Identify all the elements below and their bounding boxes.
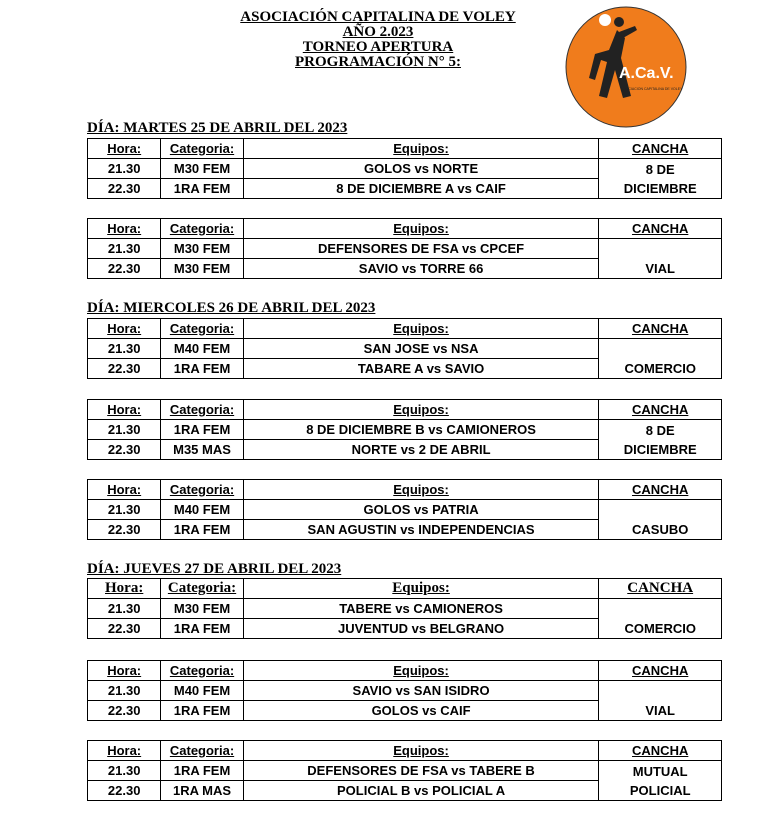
cell-cancha: 8 DE DICIEMBRE — [599, 159, 722, 199]
cell-cancha: 8 DE DICIEMBRE — [599, 420, 722, 460]
column-categoria — [161, 741, 243, 761]
column-categoria-label: Categoria: — [169, 743, 235, 758]
column-equipos-label: Equipos: — [393, 321, 449, 336]
acav-logo — [565, 6, 687, 128]
cell-categoria: M35 MAS — [161, 440, 243, 460]
column-hora-label: Hora: — [107, 141, 142, 156]
column-hora — [88, 319, 161, 339]
column-equipos — [243, 219, 599, 239]
cell-categoria: 1RA FEM — [161, 359, 243, 379]
column-hora-label: Hora: — [107, 321, 142, 336]
column-cancha — [599, 741, 722, 761]
cell-equipos: DEFENSORES DE FSA vs TABERE B — [243, 761, 599, 781]
column-cancha-label: CANCHA — [632, 321, 689, 336]
cell-hora: 21.30 — [88, 239, 161, 259]
document-header — [200, 10, 556, 70]
column-cancha-label: CANCHA — [632, 743, 689, 758]
cell-equipos: TABERE vs CAMIONEROS — [243, 599, 599, 619]
cell-hora: 21.30 — [88, 339, 161, 359]
cell-hora: 21.30 — [88, 681, 161, 701]
cell-categoria: M30 FEM — [161, 599, 243, 619]
cell-equipos: GOLOS vs NORTE — [243, 159, 599, 179]
cell-equipos: JUVENTUD vs BELGRANO — [243, 619, 599, 639]
cell-categoria: 1RA FEM — [161, 619, 243, 639]
column-hora — [88, 480, 161, 500]
table-row — [88, 339, 722, 359]
column-equipos — [243, 741, 599, 761]
logo-text: A.Ca.V. — [619, 65, 674, 82]
cell-hora: 21.30 — [88, 500, 161, 520]
column-equipos-label: Equipos: — [393, 141, 449, 156]
cell-equipos: NORTE vs 2 DE ABRIL — [243, 440, 599, 460]
cell-cancha: MUTUAL POLICIAL — [599, 761, 722, 801]
column-hora-label: Hora: — [107, 221, 142, 236]
cell-categoria: 1RA MAS — [161, 781, 243, 801]
cell-categoria: 1RA FEM — [161, 761, 243, 781]
column-categoria-label: Categoria: — [169, 402, 235, 417]
cell-categoria: 1RA FEM — [161, 179, 243, 199]
column-hora-label: Hora: — [107, 482, 142, 497]
column-equipos-label: Equipos: — [393, 663, 449, 678]
column-categoria-label: Categoria: — [169, 482, 235, 497]
cell-categoria: M30 FEM — [161, 259, 243, 279]
tournament-name: TORNEO APERTURA — [302, 39, 454, 55]
cell-equipos: 8 DE DICIEMBRE A vs CAIF — [243, 179, 599, 199]
column-categoria — [161, 219, 243, 239]
table-row — [88, 159, 722, 179]
cell-categoria: M40 FEM — [161, 681, 243, 701]
column-categoria-label: Categoria: — [169, 221, 235, 236]
cell-hora: 22.30 — [88, 179, 161, 199]
cell-cancha: VIAL — [599, 681, 722, 721]
column-categoria — [161, 400, 243, 420]
match-table — [87, 218, 722, 279]
column-categoria — [161, 661, 243, 681]
cell-hora: 21.30 — [88, 420, 161, 440]
column-categoria — [161, 319, 243, 339]
column-categoria-label: Categoria: — [169, 663, 235, 678]
column-cancha — [599, 219, 722, 239]
column-hora — [88, 741, 161, 761]
column-hora — [88, 219, 161, 239]
schedule-number: PROGRAMACIÓN N° 5: — [295, 54, 461, 70]
cell-cancha: COMERCIO — [599, 339, 722, 379]
column-equipos-label: Equipos: — [393, 221, 449, 236]
cell-equipos: SAVIO vs TORRE 66 — [243, 259, 599, 279]
cell-hora: 21.30 — [88, 159, 161, 179]
column-cancha — [599, 400, 722, 420]
cell-equipos: GOLOS vs PATRIA — [243, 500, 599, 520]
column-equipos-label: Equipos: — [392, 580, 450, 596]
cell-equipos: SAN JOSE vs NSA — [243, 339, 599, 359]
column-categoria-label: Categoria: — [167, 580, 237, 596]
column-categoria-label: Categoria: — [169, 321, 235, 336]
column-categoria — [161, 579, 243, 599]
column-cancha-label: CANCHA — [627, 580, 694, 596]
column-equipos — [243, 139, 599, 159]
column-categoria — [161, 480, 243, 500]
match-table — [87, 479, 722, 540]
column-cancha-label: CANCHA — [632, 482, 689, 497]
match-table — [87, 578, 722, 639]
column-hora — [88, 661, 161, 681]
cell-cancha: CASUBO — [599, 500, 722, 540]
cell-equipos: 8 DE DICIEMBRE B vs CAMIONEROS — [243, 420, 599, 440]
column-hora — [88, 579, 161, 599]
match-table — [87, 138, 722, 199]
column-cancha — [599, 319, 722, 339]
column-cancha — [599, 661, 722, 681]
day-heading: DÍA: MARTES 25 DE ABRIL DEL 2023 — [87, 120, 348, 136]
cell-cancha: COMERCIO — [599, 599, 722, 639]
table-row — [88, 239, 722, 259]
cell-categoria: M40 FEM — [161, 500, 243, 520]
day-heading: DÍA: MIERCOLES 26 DE ABRIL DEL 2023 — [87, 300, 376, 316]
cell-equipos: POLICIAL B vs POLICIAL A — [243, 781, 599, 801]
table-header-row — [88, 139, 722, 159]
year-label: AÑO 2.023 — [342, 24, 414, 40]
association-title: ASOCIACIÓN CAPITALINA DE VOLEY — [240, 9, 516, 25]
cell-categoria: 1RA FEM — [161, 520, 243, 540]
cell-equipos: SAVIO vs SAN ISIDRO — [243, 681, 599, 701]
table-header-row — [88, 661, 722, 681]
table-row — [88, 681, 722, 701]
logo-subtext: ASOCIACION CAPITALINA DE VOLEY — [621, 87, 683, 91]
cell-equipos: SAN AGUSTIN vs INDEPENDENCIAS — [243, 520, 599, 540]
day-heading: DÍA: JUEVES 27 DE ABRIL DEL 2023 — [87, 561, 342, 577]
column-hora-label: Hora: — [107, 402, 142, 417]
table-header-row — [88, 319, 722, 339]
cell-categoria: 1RA FEM — [161, 701, 243, 721]
column-cancha — [599, 579, 722, 599]
cell-hora: 21.30 — [88, 599, 161, 619]
table-row — [88, 500, 722, 520]
column-hora-label: Hora: — [107, 743, 142, 758]
match-table — [87, 660, 722, 721]
column-hora — [88, 139, 161, 159]
cell-equipos: TABARE A vs SAVIO — [243, 359, 599, 379]
cell-hora: 22.30 — [88, 359, 161, 379]
column-hora-label: Hora: — [107, 663, 142, 678]
column-hora-label: Hora: — [105, 580, 144, 596]
column-equipos — [243, 319, 599, 339]
cell-hora: 22.30 — [88, 781, 161, 801]
column-cancha — [599, 480, 722, 500]
cell-hora: 22.30 — [88, 520, 161, 540]
cell-equipos: DEFENSORES DE FSA vs CPCEF — [243, 239, 599, 259]
table-header-row — [88, 741, 722, 761]
column-equipos-label: Equipos: — [393, 402, 449, 417]
column-cancha-label: CANCHA — [632, 221, 689, 236]
cell-equipos: GOLOS vs CAIF — [243, 701, 599, 721]
column-equipos-label: Equipos: — [393, 482, 449, 497]
table-header-row — [88, 400, 722, 420]
column-categoria-label: Categoria: — [169, 141, 235, 156]
cell-cancha: VIAL — [599, 239, 722, 279]
column-equipos — [243, 400, 599, 420]
table-header-row — [88, 219, 722, 239]
cell-hora: 21.30 — [88, 761, 161, 781]
column-cancha-label: CANCHA — [632, 402, 689, 417]
cell-categoria: M40 FEM — [161, 339, 243, 359]
cell-hora: 22.30 — [88, 701, 161, 721]
column-equipos — [243, 661, 599, 681]
column-cancha — [599, 139, 722, 159]
table-header-row — [88, 480, 722, 500]
column-equipos — [243, 480, 599, 500]
cell-categoria: 1RA FEM — [161, 420, 243, 440]
column-hora — [88, 400, 161, 420]
column-cancha-label: CANCHA — [632, 663, 689, 678]
column-equipos — [243, 579, 599, 599]
match-table — [87, 318, 722, 379]
cell-categoria: M30 FEM — [161, 239, 243, 259]
column-categoria — [161, 139, 243, 159]
cell-hora: 22.30 — [88, 259, 161, 279]
table-row — [88, 761, 722, 781]
cell-hora: 22.30 — [88, 440, 161, 460]
column-cancha-label: CANCHA — [632, 141, 689, 156]
table-header-row — [88, 579, 722, 599]
column-equipos-label: Equipos: — [393, 743, 449, 758]
match-table — [87, 399, 722, 460]
table-row — [88, 420, 722, 440]
cell-hora: 22.30 — [88, 619, 161, 639]
match-table — [87, 740, 722, 801]
cell-categoria: M30 FEM — [161, 159, 243, 179]
table-row — [88, 599, 722, 619]
